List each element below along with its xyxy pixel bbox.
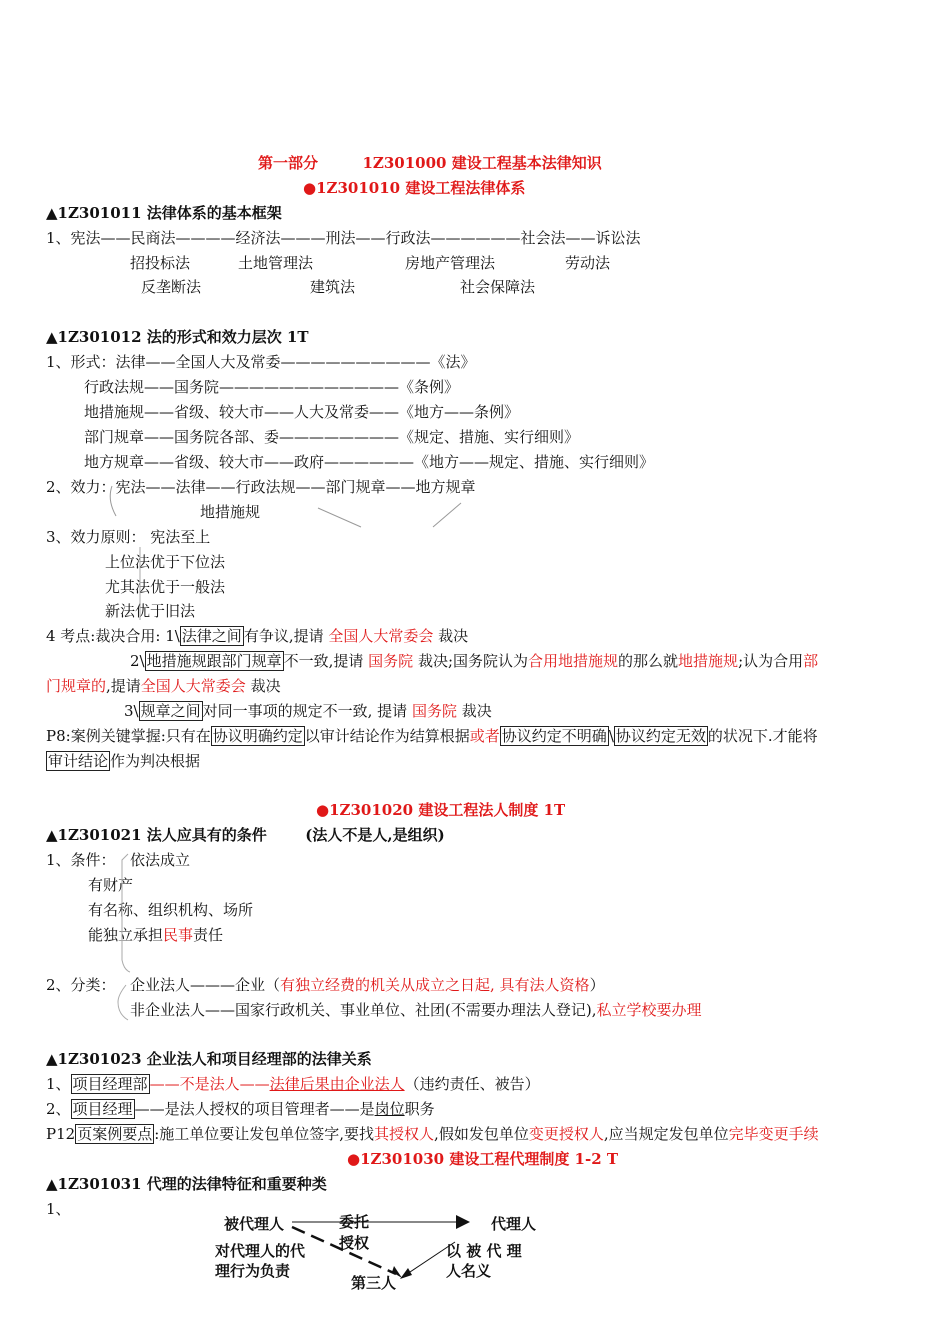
text: ——是法人授权的项目管理者——是	[134, 1100, 375, 1118]
text: 能独立承担	[88, 926, 164, 944]
sub-law-item: 反垄断法	[141, 278, 202, 296]
condition-item: 依法成立	[130, 851, 191, 869]
text: P8:案例关键掌握:只有在	[46, 727, 211, 745]
text: 作为判决根据	[110, 752, 201, 770]
text: 4 考点:裁决合用: 1\	[46, 627, 180, 645]
diagram-third-party: 第三人	[351, 1274, 397, 1292]
bracket-line	[118, 985, 128, 1020]
boxed-term: 法律之间	[181, 627, 242, 645]
class-title: 2、分类：	[46, 976, 116, 994]
text: 2\	[130, 652, 145, 670]
highlight: 门规章的	[46, 677, 107, 695]
arrow-head	[456, 1215, 470, 1229]
diagram-authorize: 授权	[339, 1234, 370, 1252]
text: ,应当规定发包单位	[603, 1125, 729, 1143]
text: 3\	[124, 702, 139, 720]
boxed-term: 协议约定无效	[615, 727, 706, 745]
bracket-line	[122, 854, 130, 972]
text: 职务	[404, 1100, 435, 1118]
highlight: 有独立经费的机关从成立之日起, 具有法人资格	[280, 976, 590, 994]
form-line: 地方规章——省级、较大市——政府——————《地方——规定、措施、实行细则》	[84, 453, 655, 471]
highlight: 民事	[163, 926, 194, 944]
boxed-term: 项目经理	[72, 1100, 133, 1118]
condition-item: 有名称、组织机构、场所	[88, 901, 254, 919]
principle-line: 3、效力原则： 宪法至上	[46, 528, 211, 546]
text: ）	[589, 976, 605, 994]
boxed-term: 协议约定不明确	[501, 727, 607, 745]
text: （违约责任、被告）	[404, 1075, 540, 1093]
text: \	[608, 727, 614, 745]
text: 企业法人———企业（	[130, 976, 281, 994]
sub-law-item: 房地产管理法	[405, 254, 496, 272]
law-system-line: 1、宪法——民商法————经济法———刑法——行政法——————社会法——诉讼法	[46, 229, 641, 247]
effect-line: 2、效力：宪法——法律——行政法规——部门规章——地方规章	[46, 478, 476, 496]
diagram-in-name: 以 被 代 理	[446, 1242, 522, 1260]
text: P12	[46, 1125, 76, 1143]
text: 裁决;国务院认为	[413, 652, 529, 670]
boxed-term: 项目经理部	[72, 1075, 148, 1093]
underlined-term: 岗位	[374, 1100, 405, 1118]
agent-third-line	[404, 1242, 455, 1276]
highlight: ——不是法人——	[149, 1075, 270, 1093]
form-line: 地措施规——省级、较大市——人大及常委——《地方——条例》	[84, 403, 520, 421]
text: 以审计结论作为结算根据	[304, 727, 470, 745]
principle-item: 新法优于旧法	[105, 602, 196, 620]
highlight: 其授权人	[374, 1125, 435, 1143]
diagram-entrust: 委托	[339, 1213, 370, 1231]
effect-sub: 地措施规	[200, 503, 261, 521]
section-1030-title: ●1Z301030 建设工程代理制度 1-2 T	[347, 1150, 619, 1168]
part-name: 建设工程基本法律知识	[451, 154, 602, 172]
part-label: 第一部分	[258, 154, 319, 172]
item-number: 1、	[46, 1200, 71, 1218]
highlight: 国务院	[368, 652, 414, 670]
text: 2、	[46, 1100, 71, 1118]
section-1010-title: ●1Z301010 建设工程法律体系	[303, 179, 526, 197]
boxed-term: 页案例要点	[77, 1125, 153, 1143]
sub-law-item: 社会保障法	[460, 278, 536, 296]
highlight: 地措施规	[678, 652, 739, 670]
text: 不一致,提请	[283, 652, 369, 670]
text: 的那么就	[618, 652, 679, 670]
section-1020-title: ●1Z301020 建设工程法人制度 1T	[316, 801, 566, 819]
text: 对同一事项的规定不一致, 提请	[202, 702, 412, 720]
diagonal-line	[318, 508, 361, 527]
bracket-line	[110, 486, 116, 516]
form-line: 部门规章——国务院各部、委————————《规定、措施、实行细则》	[84, 428, 580, 446]
highlight: 私立学校要办理	[596, 1001, 702, 1019]
highlight: 或者	[469, 727, 500, 745]
boxed-term: 协议明确约定	[212, 727, 303, 745]
heading-1012: ▲1Z301012 法的形式和效力层次 1T	[46, 328, 309, 346]
arrow-head	[392, 1266, 402, 1278]
highlight: 全国人大常委会	[140, 677, 246, 695]
highlight: 合用地措施规	[528, 652, 619, 670]
heading-note: (法人不是人,是组织)	[305, 826, 445, 844]
heading-1023: ▲1Z301023 企业法人和项目经理部的法律关系	[46, 1050, 372, 1068]
form-line: 行政法规——国务院————————————《条例》	[84, 378, 460, 396]
text: ,假如发包单位	[434, 1125, 529, 1143]
highlight: 完毕变更手续	[728, 1125, 819, 1143]
sub-law-item: 招投标法	[130, 254, 191, 272]
heading-1031: ▲1Z301031 代理的法律特征和重要种类	[46, 1175, 327, 1193]
part-code: 1Z301000	[362, 154, 447, 172]
condition-item: 有财产	[88, 876, 134, 894]
text: ;认为合用	[738, 652, 804, 670]
text: 非企业法人——国家行政机关、事业单位、社团(不需要办理法人登记),	[130, 1001, 597, 1019]
text: 的状况下.才能将	[707, 727, 818, 745]
heading-text: ▲1Z301021 法人应具有的条件	[46, 826, 267, 844]
highlight: 法律后果由企业法人	[269, 1075, 405, 1093]
diagram-in-name: 人名义	[446, 1262, 492, 1280]
diagram-responsibility: 理行为负责	[215, 1262, 291, 1280]
highlight: 全国人大常委会	[328, 627, 434, 645]
text: ,提请	[106, 677, 141, 695]
text: 有争议,提请	[243, 627, 329, 645]
principle-item: 上位法优于下位法	[105, 553, 226, 571]
form-line: 1、形式：法律——全国人大及常委——————————《法》	[46, 353, 476, 371]
text: 责任	[193, 926, 224, 944]
heading-1011: ▲1Z301011 法律体系的基本框架	[46, 204, 282, 222]
highlight: 国务院	[411, 702, 457, 720]
diagram-principal: 被代理人	[224, 1215, 285, 1233]
text: 裁决	[245, 677, 281, 695]
boxed-term: 地措施规跟部门规章	[146, 652, 282, 670]
text: 裁决	[433, 627, 469, 645]
text: 1、	[46, 1075, 71, 1093]
highlight: 部	[803, 652, 819, 670]
arrow-head	[400, 1268, 412, 1279]
text: :施工单位要让发包单位签字,要找	[154, 1125, 375, 1143]
boxed-term: 审计结论	[48, 752, 109, 770]
boxed-term: 规章之间	[140, 702, 201, 720]
sub-law-item: 劳动法	[565, 254, 611, 272]
condition-title: 1、条件：	[46, 851, 116, 869]
text: 裁决	[456, 702, 492, 720]
sub-law-item: 建筑法	[310, 278, 356, 296]
sub-law-item: 土地管理法	[238, 254, 314, 272]
principle-item: 尤其法优于一般法	[105, 578, 226, 596]
diagram-agent: 代理人	[491, 1215, 537, 1233]
highlight: 变更授权人	[528, 1125, 604, 1143]
diagonal-line	[433, 503, 461, 527]
responsibility-arrow	[292, 1227, 396, 1274]
diagram-responsibility: 对代理人的代	[215, 1242, 306, 1260]
